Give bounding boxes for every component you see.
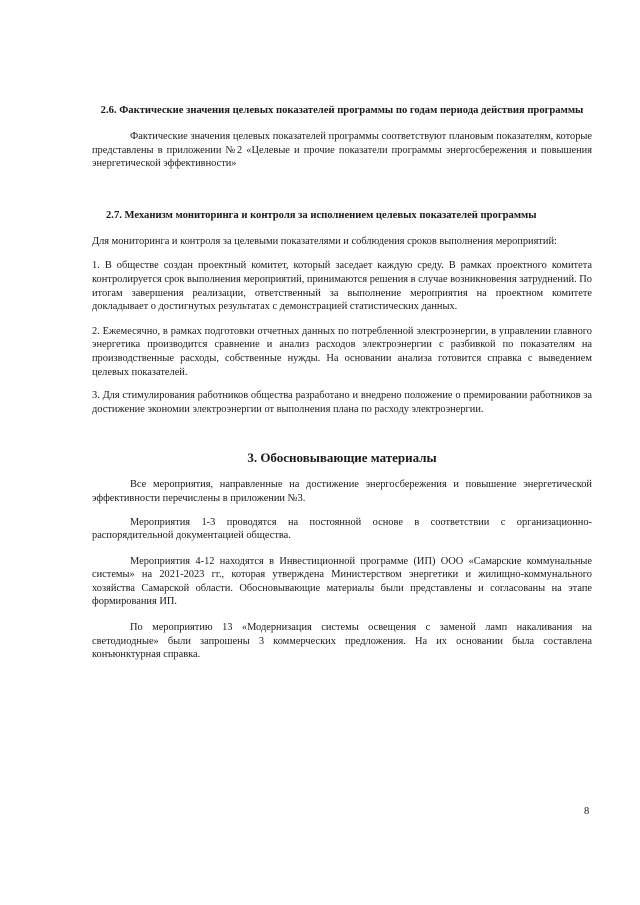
page-number: 8 bbox=[584, 806, 590, 817]
section-3-heading: 3. Обосновывающие материалы bbox=[247, 450, 437, 466]
section-2-7-heading: 2.7. Механизм мониторинга и контроля за исполнением целевых показателей программы bbox=[106, 209, 537, 221]
section-2-6-heading: 2.6. Фактические значения целевых показателей программы по годам периода действия программы bbox=[100, 105, 584, 116]
section-3-paragraph-4: По мероприятию 13 «Модернизация системы освещения с заменой ламп накаливания на светодиодные» были запрошены 3 коммерческих предложения. На их основании была составлена конъюнктурная справка. bbox=[92, 622, 592, 661]
section-2-7-item-1: 1. В обществе создан проектный комитет, который заседает каждую среду. В рамках проектного комитета контролируется срок выполнения мероприятий, принимаются решения в случае возникновения затруднений. По итогам завершения реализации, ответственный за выполнение мероприятия на проектном комитете докладывает о достигнутых результатах с демонстрацией статистических данных. bbox=[92, 260, 592, 313]
section-3-paragraph-2: Мероприятия 1-3 проводятся на постоянной основе в соответствии с организационно-распорядительной документацией общества. bbox=[92, 516, 592, 542]
section-2-7-intro: Для мониторинга и контроля за целевыми показателями и соблюдения сроков выполнения мероприятий: bbox=[92, 235, 557, 247]
section-2-6-body: Фактические значения целевых показателей программы соответствуют плановым показателям, которые представлены в приложении №2 «Целевые и прочие показатели программы энергосбережения и повышения энергетической эффективности» bbox=[92, 131, 592, 170]
page-content bbox=[92, 104, 592, 662]
section-3-paragraph-3: Мероприятия 4-12 находятся в Инвестиционной программе (ИП) ООО «Самарские коммунальные системы» на 2021-2023 гг., которая утверждена Министерством энергетики и жилищно-коммунального хозяйства Самарской области. Обосновывающие материалы были представлены и согласованы на этапе формирования ИП. bbox=[92, 555, 592, 608]
section-2-7-item-3: 3. Для стимулирования работников общества разработано и внедрено положение о премировании работников за достижение экономии электроэнергии от выполнения плана по расходу электроэнергии. bbox=[92, 390, 592, 415]
section-2-7-item-2: 2. Ежемесячно, в рамках подготовки отчетных данных по потребленной электроэнергии, в управлении главного энергетика производится сравнение и анализ расходов электроэнергии с разбивкой по показателям на производственные расходы, собственные нужды. На основании анализа готовится справка с выведением целевых показателей. bbox=[92, 325, 592, 378]
section-3-paragraph-1: Все мероприятия, направленные на достижение энергосбережения и повышение энергетической эффективности перечислены в приложении №3. bbox=[92, 479, 592, 504]
